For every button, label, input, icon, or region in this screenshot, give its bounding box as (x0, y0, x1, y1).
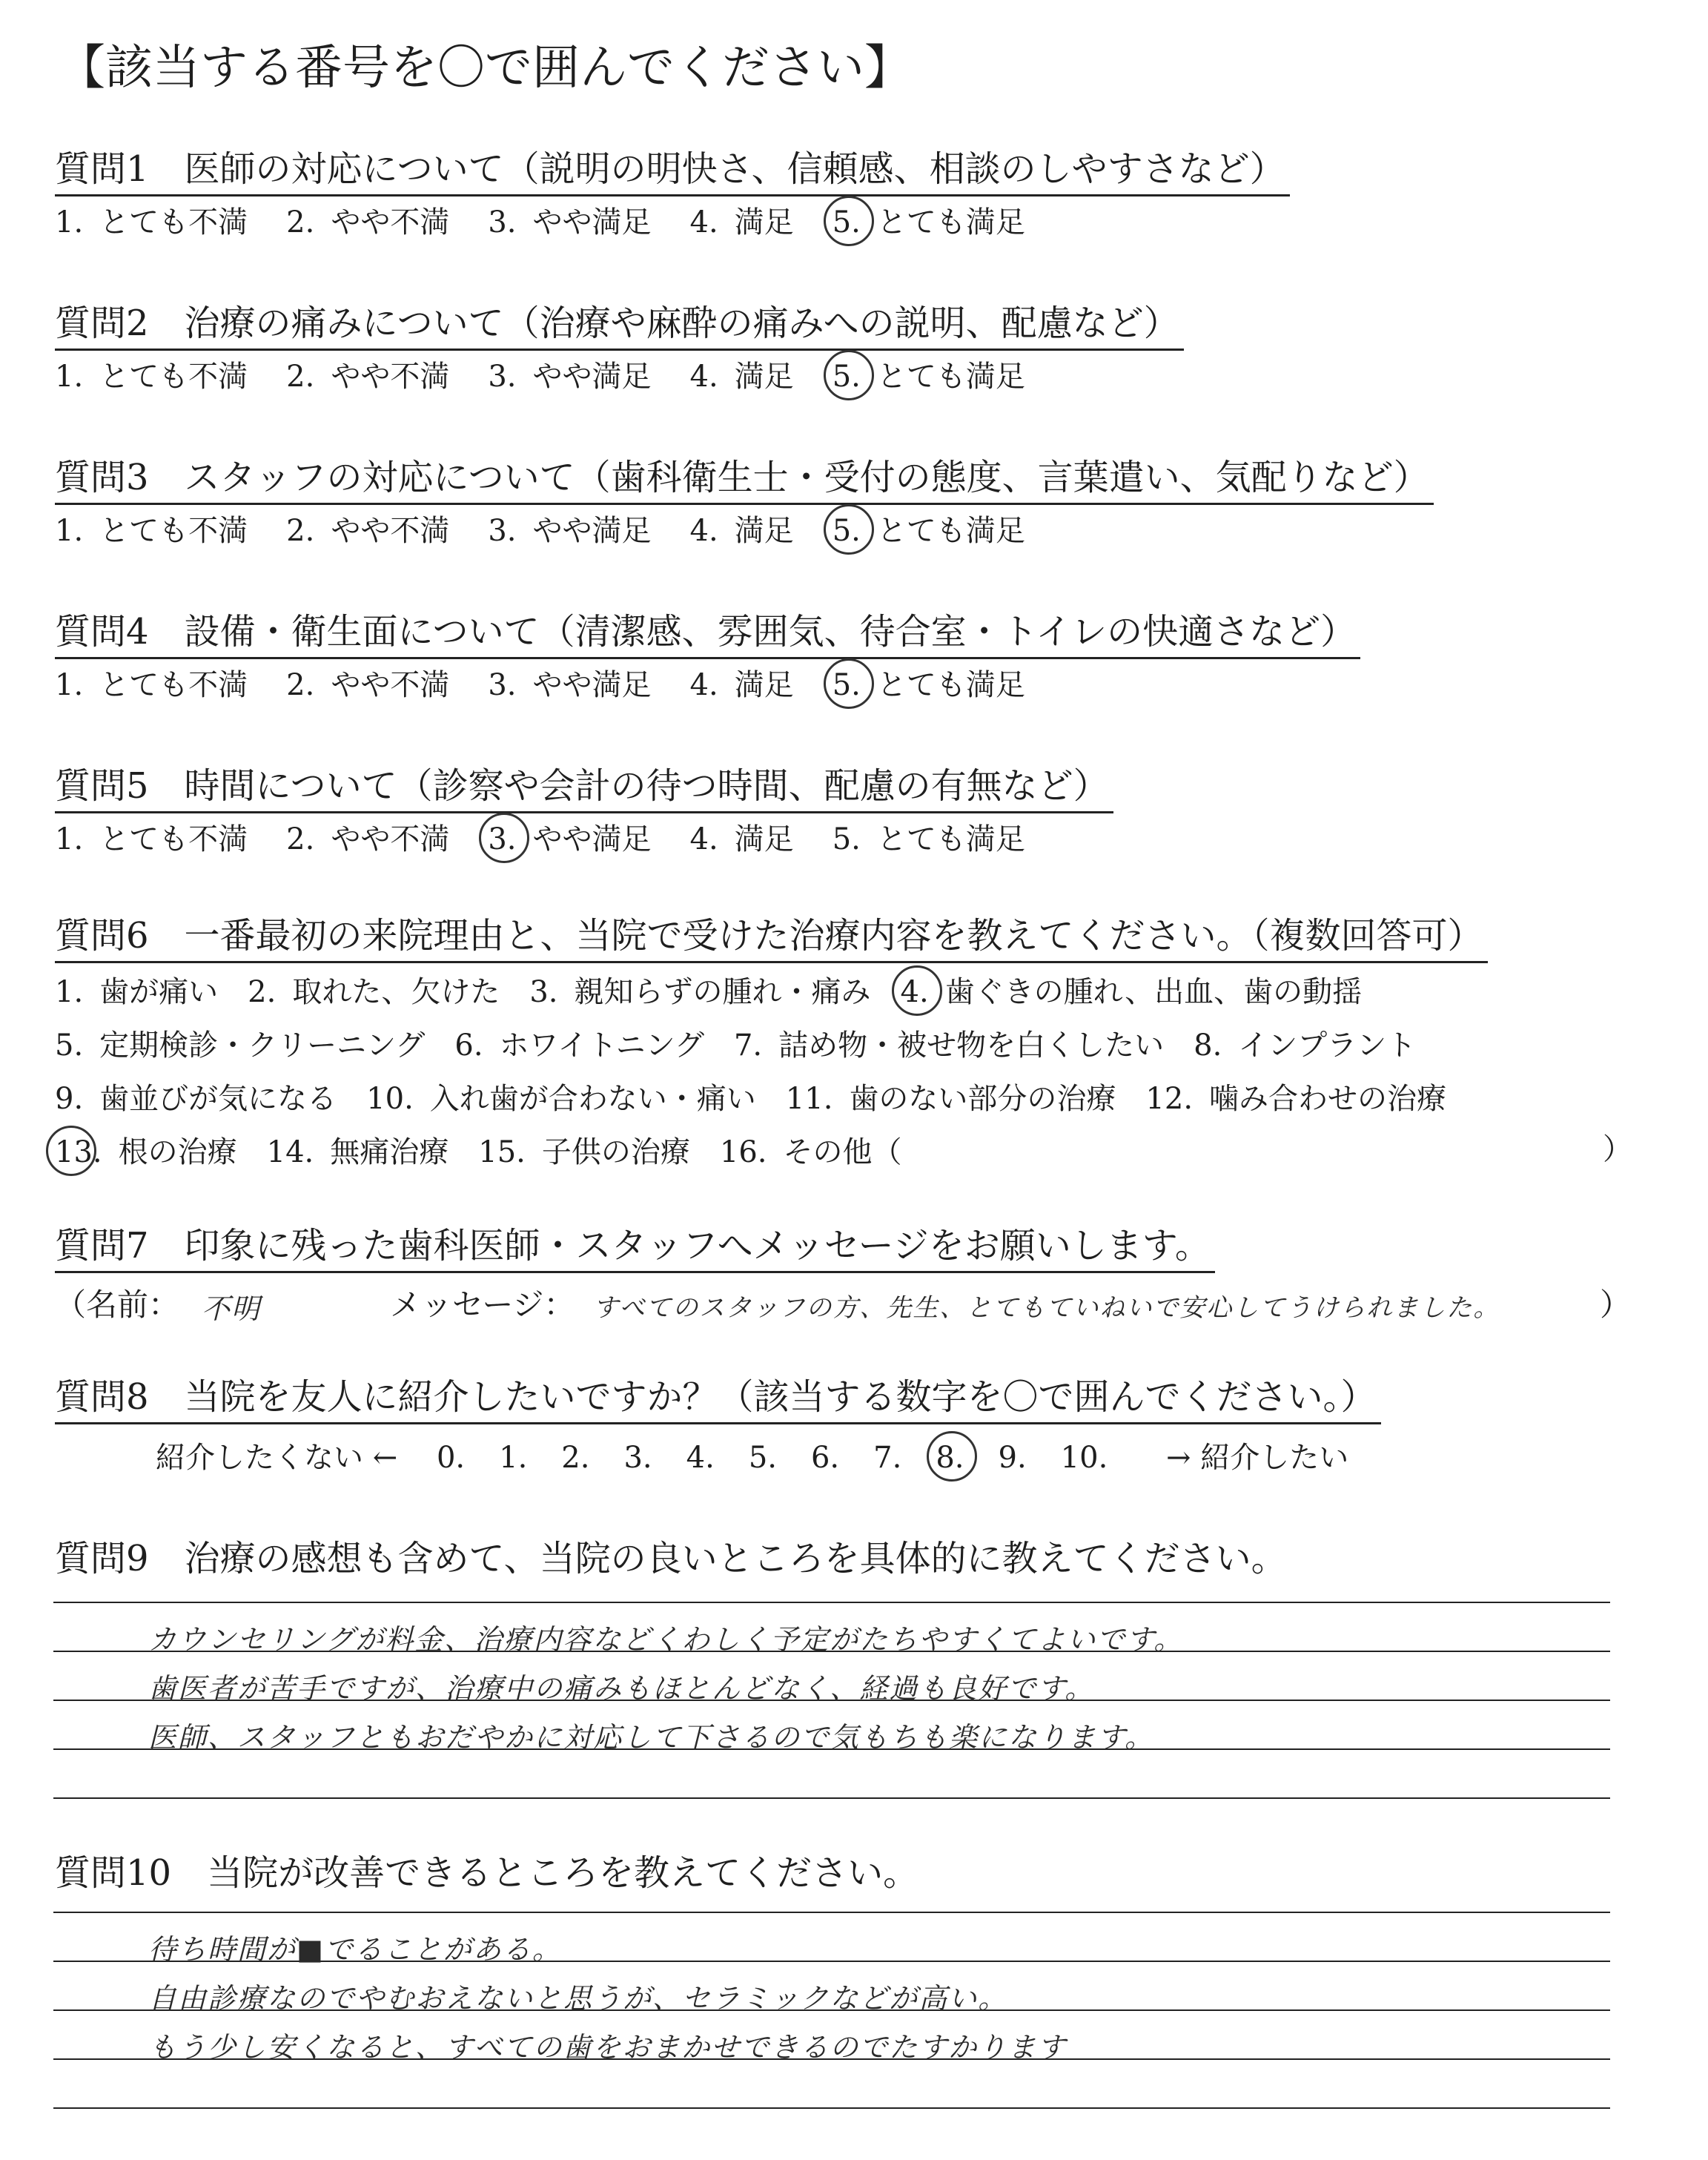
option-label: とても不満 (99, 360, 248, 394)
q6-row (55, 971, 1391, 1013)
option-label: とても満足 (876, 360, 1025, 394)
option-number: 9. (55, 1082, 84, 1116)
q3-option-3[interactable] (488, 510, 651, 552)
q7-name-label: （名前： (55, 1287, 180, 1323)
q6-option[interactable] (55, 1078, 337, 1120)
q6-option[interactable] (529, 971, 870, 1013)
q3-option-2[interactable] (286, 510, 449, 552)
q3-option-4[interactable] (690, 510, 794, 552)
q4-option-3[interactable] (488, 664, 651, 706)
option-label: やや不満 (331, 668, 450, 702)
option-number: 1. (55, 975, 84, 1009)
option-number: 2. (286, 822, 315, 856)
q8-value[interactable]: 1. (499, 1441, 528, 1475)
q6-option[interactable] (55, 971, 218, 1013)
option-number: 2. (286, 205, 315, 240)
option-number: 2. (286, 360, 315, 394)
option-number: 5. (832, 514, 861, 548)
q5-option-3[interactable] (488, 819, 651, 860)
option-number: 16. (719, 1135, 767, 1169)
option-number: 1. (55, 668, 84, 702)
q6-option[interactable] (366, 1078, 756, 1120)
q2-option-2[interactable] (286, 356, 449, 397)
option-label: やや満足 (532, 360, 652, 394)
q8-value[interactable]: 0. (436, 1441, 466, 1475)
q6-option[interactable] (454, 1025, 704, 1066)
q7-answer-row (55, 1284, 179, 1326)
q3-option-5[interactable] (833, 510, 1025, 552)
q6-option[interactable] (267, 1132, 449, 1173)
option-label: 歯並びが気になる (99, 1082, 337, 1116)
q1-option-1[interactable] (55, 202, 248, 243)
option-number: 3. (488, 360, 517, 394)
answer-rule (53, 1912, 1610, 1913)
option-label: やや不満 (331, 514, 450, 548)
q6-option[interactable] (901, 971, 1363, 1013)
option-label: とても満足 (876, 205, 1025, 240)
option-label: 満足 (734, 668, 794, 702)
option-label: 入れ歯が合わない・痛い (429, 1082, 756, 1116)
option-number: 11. (785, 1082, 833, 1116)
q8-value[interactable]: 10. (1060, 1441, 1108, 1475)
option-label: やや満足 (532, 822, 652, 856)
q9-answer-line: 医師、スタッフともおだやかに対応して下さるので気もちも楽になります。 (148, 1721, 1154, 1754)
option-label: とても満足 (876, 668, 1025, 702)
q8-value[interactable]: 9. (998, 1441, 1027, 1475)
q8-value[interactable]: 4. (686, 1441, 715, 1475)
q6-option[interactable] (720, 1132, 902, 1173)
q6-other-close: ） (1603, 1132, 1632, 1166)
option-label: その他（ (783, 1135, 902, 1169)
page-heading: 【該当する番号を〇で囲んでください】 (58, 41, 912, 96)
option-label: とても不満 (99, 205, 248, 240)
answer-rule (53, 2107, 1610, 2109)
q8-left-label: 紹介したくない ← (156, 1441, 398, 1475)
option-label: 定期検診・クリーニング (99, 1028, 426, 1063)
option-number: 4. (689, 514, 718, 548)
option-number: 13. (55, 1135, 102, 1169)
option-number: 14. (266, 1135, 314, 1169)
option-number: 2. (248, 975, 277, 1009)
q1-option-5[interactable] (833, 202, 1025, 243)
q5-option-1[interactable] (55, 819, 248, 860)
option-number: 3. (488, 822, 517, 856)
q6-row (55, 1078, 1476, 1120)
q4-option-1[interactable] (55, 664, 248, 706)
q1-option-2[interactable] (286, 202, 449, 243)
option-number: 2. (286, 514, 315, 548)
q8-value[interactable]: 8. (936, 1437, 964, 1479)
option-label: 歯ぐきの腫れ、出血、歯の動揺 (944, 975, 1363, 1009)
option-number: 2. (286, 668, 315, 702)
q7-message-label: メッセージ： (390, 1287, 575, 1323)
option-number: 3. (488, 668, 517, 702)
option-number: 1. (55, 360, 84, 394)
option-number: 3. (529, 975, 558, 1009)
q6-option[interactable] (478, 1132, 690, 1173)
option-label: 満足 (734, 205, 794, 240)
option-number: 5. (832, 668, 861, 702)
q4-option-5[interactable] (833, 664, 1025, 706)
q6-option[interactable] (734, 1025, 1164, 1066)
q9-answer-line: カウンセリングが料金、治療内容などくわしく予定がたちやすくてよいです。 (148, 1623, 1184, 1656)
q4-option-2[interactable] (286, 664, 449, 706)
q8-values (437, 1437, 1142, 1479)
option-label: やや不満 (331, 360, 450, 394)
q6-title: 質問6 一番最初の来院理由と、当院で受けた治療内容を教えてください。（複数回答可） (55, 912, 1488, 963)
q6-row (55, 1132, 932, 1173)
option-number: 4. (689, 668, 718, 702)
q6-option[interactable] (786, 1078, 1116, 1120)
option-number: 4. (900, 975, 929, 1009)
option-number: 3. (488, 514, 517, 548)
option-number: 5. (832, 360, 861, 394)
option-label: 満足 (734, 514, 794, 548)
q6-option[interactable] (248, 971, 500, 1013)
q5-title: 質問5 時間について（診察や会計の待つ時間、配慮の有無など） (55, 762, 1113, 813)
q4-option-4[interactable] (690, 664, 794, 706)
option-label: 子供の治療 (541, 1135, 690, 1169)
q10-answer-line: 自由診療なのでやむおえないと思うが、セラミックなどが高い。 (148, 1982, 1008, 2015)
q5-option-4[interactable] (690, 819, 794, 860)
option-label: とても不満 (99, 822, 248, 856)
q2-title: 質問2 治療の痛みについて（治療や麻酔の痛みへの説明、配慮など） (55, 300, 1184, 351)
option-number: 8. (1194, 1028, 1222, 1063)
option-number: 4. (689, 205, 718, 240)
q6-option[interactable] (55, 1025, 425, 1066)
option-label: 歯のない部分の治療 (849, 1082, 1116, 1116)
option-label: とても満足 (876, 514, 1025, 548)
q3-option-1[interactable] (55, 510, 248, 552)
q5-options (55, 819, 1064, 860)
option-label: やや不満 (331, 205, 450, 240)
q10-title: 質問10 当院が改善できるところを教えてください。 (55, 1852, 919, 1894)
q7-name-value[interactable]: 不明 (202, 1292, 262, 1325)
q8-value[interactable]: 5. (748, 1441, 777, 1475)
q3-options (55, 510, 1064, 552)
q5-option-5[interactable] (833, 819, 1025, 860)
option-label: やや満足 (532, 668, 652, 702)
option-label: 親知らずの腫れ・痛み (574, 975, 871, 1009)
q8-title: 質問8 当院を友人に紹介したいですか？（該当する数字を〇で囲んでください。） (55, 1373, 1381, 1424)
q7-close-paren: ） (1600, 1287, 1632, 1323)
q8-value[interactable]: 6. (810, 1441, 840, 1475)
q1-options (55, 202, 1064, 243)
option-label: 無痛治療 (330, 1135, 449, 1169)
option-label: やや不満 (331, 822, 450, 856)
option-label: 取れた、欠けた (292, 975, 500, 1009)
q6-option[interactable] (55, 1132, 237, 1173)
q8-value[interactable]: 3. (623, 1441, 652, 1475)
q7-message-value[interactable]: すべてのスタッフの方、先生、とてもていねいで安心してうけられました。 (593, 1293, 1500, 1323)
option-label: やや満足 (532, 205, 652, 240)
option-number: 5. (55, 1028, 84, 1063)
option-number: 3. (488, 205, 517, 240)
q2-option-1[interactable] (55, 356, 248, 397)
option-number: 1. (55, 205, 84, 240)
q1-option-3[interactable] (488, 202, 651, 243)
option-label: とても不満 (99, 514, 248, 548)
option-number: 1. (55, 514, 84, 548)
q6-option[interactable] (1145, 1078, 1446, 1120)
q2-options (55, 356, 1064, 397)
option-label: 根の治療 (118, 1135, 237, 1169)
option-label: 詰め物・被せ物を白くしたい (778, 1028, 1165, 1063)
q2-option-5[interactable] (833, 356, 1025, 397)
option-label: とても満足 (876, 822, 1025, 856)
q5-option-2[interactable] (286, 819, 449, 860)
option-label: 満足 (734, 360, 794, 394)
option-number: 15. (478, 1135, 526, 1169)
option-number: 10. (366, 1082, 414, 1116)
option-number: 6. (454, 1028, 483, 1063)
q8-scale (156, 1437, 1348, 1479)
q2-option-4[interactable] (690, 356, 794, 397)
q2-option-3[interactable] (488, 356, 651, 397)
option-label: ホワイトニング (499, 1028, 704, 1063)
q8-value[interactable]: 7. (873, 1441, 902, 1475)
option-number: 5. (832, 205, 861, 240)
q4-options (55, 664, 1064, 706)
answer-rule (53, 1797, 1610, 1799)
option-label: とても不満 (99, 668, 248, 702)
q9-answer-line: 歯医者が苦手ですが、治療中の痛みもほとんどなく、経過も良好です。 (148, 1672, 1095, 1705)
q9-title: 質問9 治療の感想も含めて、当院の良いところを具体的に教えてください。 (55, 1538, 1287, 1579)
q1-option-4[interactable] (690, 202, 794, 243)
option-label: 歯が痛い (99, 975, 219, 1009)
q4-title: 質問4 設備・衛生面について（清潔感、雰囲気、待合室・トイレの快適さなど） (55, 608, 1360, 659)
q10-answer-line: 待ち時間が■でることがある。 (148, 1933, 562, 1966)
option-label: やや満足 (532, 514, 652, 548)
q3-title: 質問3 スタッフの対応について（歯科衛生士・受付の態度、言葉遣い、気配りなど） (55, 454, 1434, 505)
option-label: 噛み合わせの治療 (1209, 1082, 1447, 1116)
q10-answer-line: もう少し安くなると、すべての歯をおまかせできるのでたすかります (148, 2031, 1068, 2064)
q8-right-label: → 紹介したい (1166, 1441, 1349, 1475)
option-number: 1. (55, 822, 84, 856)
q7-title: 質問7 印象に残った歯科医師・スタッフへメッセージをお願いします。 (55, 1222, 1215, 1273)
option-number: 7. (733, 1028, 763, 1063)
option-number: 12. (1145, 1082, 1194, 1116)
answer-rule (53, 1602, 1610, 1603)
option-number: 5. (832, 822, 861, 856)
q6-row (55, 1025, 1446, 1066)
option-label: 満足 (734, 822, 794, 856)
option-label: インプラント (1238, 1028, 1417, 1063)
q1-title: 質問1 医師の対応について（説明の明快さ、信頼感、相談のしやすさなど） (55, 145, 1290, 196)
option-number: 4. (689, 822, 718, 856)
q6-option[interactable] (1194, 1025, 1416, 1066)
option-number: 4. (689, 360, 718, 394)
q8-value[interactable]: 2. (561, 1441, 590, 1475)
